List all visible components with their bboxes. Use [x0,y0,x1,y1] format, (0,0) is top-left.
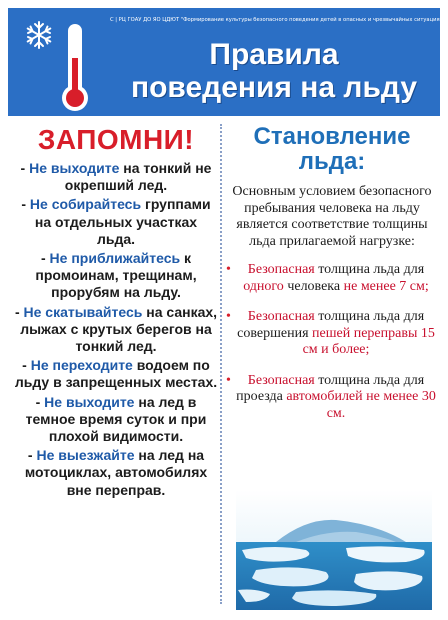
ice-floes-illustration [236,490,432,610]
snowflake-icon [24,20,54,50]
organization-caption: С | РЦ ГОАУ ДО ЯО ЦДЮТ "Формирование культуры безопасного поведения детей в опасных и чрезвычайных ситуациях" [110,17,446,23]
ice-formation-heading: Становление льда: [253,123,411,175]
title-line-1: Правила [209,38,339,71]
thermometer-icon [60,22,90,114]
rule-item: - Не выезжайте на лед на мотоциклах, автомобилях вне переправ. [24,447,208,498]
rule-item: - Не переходите водоем по льду в запрещенных местах. [14,357,218,391]
rule-item: - Не скатывайтесь на санках, лыжах с крутых берегов на тонкий лед. [14,303,218,355]
rule-item: - Не собирайтесь группами на отдельных участках льда. [21,196,211,247]
thickness-item: • Безопасная толщина льда для совершения пешей переправы 15 см и более; [226,309,435,357]
thickness-item: • Безопасная толщина льда для одного человека не менее 7 см; [226,262,429,294]
thickness-item: • Безопасная толщина льда для проезда автомобилей не менее 30 см. [226,372,436,421]
rule-item: - Не выходите на тонкий не окрепший лед. [20,160,212,194]
remember-heading: ЗАПОМНИ! [37,124,195,155]
column-divider [220,124,222,604]
title-line-2: поведения на льду [130,71,418,104]
intro-text: Основным условием безопасного пребывания человека на льду является соответствие толщины льда прилагаемой нагрузке: [232,184,432,249]
rule-item: - Не выходите на лед в темное время суток и при плохой видимости. [25,393,207,445]
rule-item: - Не приближайтесь к промоинам, трещинам, прорубям на льду. [35,250,197,301]
header-band [8,8,446,116]
ice-formation-column [226,124,438,436]
page-title [108,38,440,104]
remember-column [14,124,218,501]
